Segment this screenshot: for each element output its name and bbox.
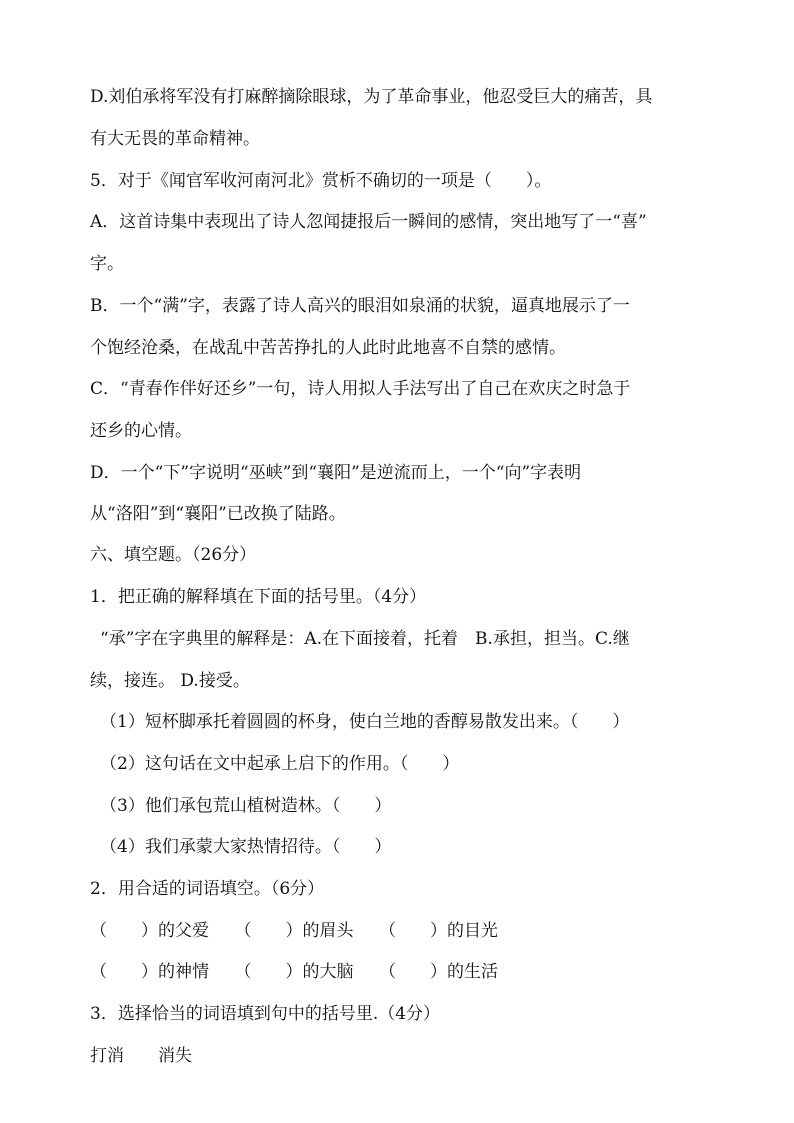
option-d2-line-2: 从“洛阳”到“襄阳”已改换了陆路。 [90,504,346,524]
question-5: 5．对于《闻官军收河南河北》赏析不确切的一项是（ ）。 [90,171,552,191]
definition-line-1: “承”字在字典里的解释是：A.在下面接着，托着 B.承担，担当。C.继 [100,629,630,649]
definition-line-2: 续，接连。 D.接受。 [90,671,250,691]
word-choices: 打消 消失 [90,1046,192,1066]
fill-question-2: 2．用合适的词语填空。（6分） [90,879,325,899]
sentence-1: （1）短杯脚承托着圆圆的杯身，使白兰地的香醇易散发出来。（ ） [100,712,630,732]
option-b-line-2: 个饱经沧桑，在战乱中苦苦挣扎的人此时此地喜不自禁的感情。 [90,338,566,358]
option-d2-line-1: D．一个“下”字说明“巫峡”到“襄阳”是逆流而上，一个“向”字表明 [90,463,582,483]
blank-row-2: （ ）的神情 （ ）的大脑 （ ）的生活 [90,962,498,982]
option-a-line-2: 字。 [90,254,124,274]
section-six-heading: 六、填空题。（26分） [90,545,257,565]
option-c-line-2: 还乡的心情。 [90,421,192,441]
sentence-3: （3）他们承包荒山植树造林。（ ） [100,796,392,816]
option-a-line-1: A．这首诗集中表现出了诗人忽闻捷报后一瞬间的感情，突出地写了一“喜” [90,212,647,232]
sentence-2: （2）这句话在文中起承上启下的作用。（ ） [100,754,460,774]
option-d-line-2: 有大无畏的革命精神。 [90,129,260,149]
fill-question-1: 1．把正确的解释填在下面的括号里。（4分） [90,587,427,607]
option-c-line-1: C．“青春作伴好还乡”一句，诗人用拟人手法写出了自己在欢庆之时急于 [90,379,631,399]
option-d-line-1: D.刘伯承将军没有打麻醉摘除眼球，为了革命事业，他忍受巨大的痛苦，具 [90,87,653,107]
sentence-4: （4）我们承蒙大家热情招待。（ ） [100,837,392,857]
fill-question-3: 3．选择恰当的词语填到句中的括号里.（4分） [90,1004,441,1024]
blank-row-1: （ ）的父爱 （ ）的眉头 （ ）的目光 [90,921,498,941]
option-b-line-1: B．一个“满”字，表露了诗人高兴的眼泪如泉涌的状貌，逼真地展示了一 [90,296,630,316]
